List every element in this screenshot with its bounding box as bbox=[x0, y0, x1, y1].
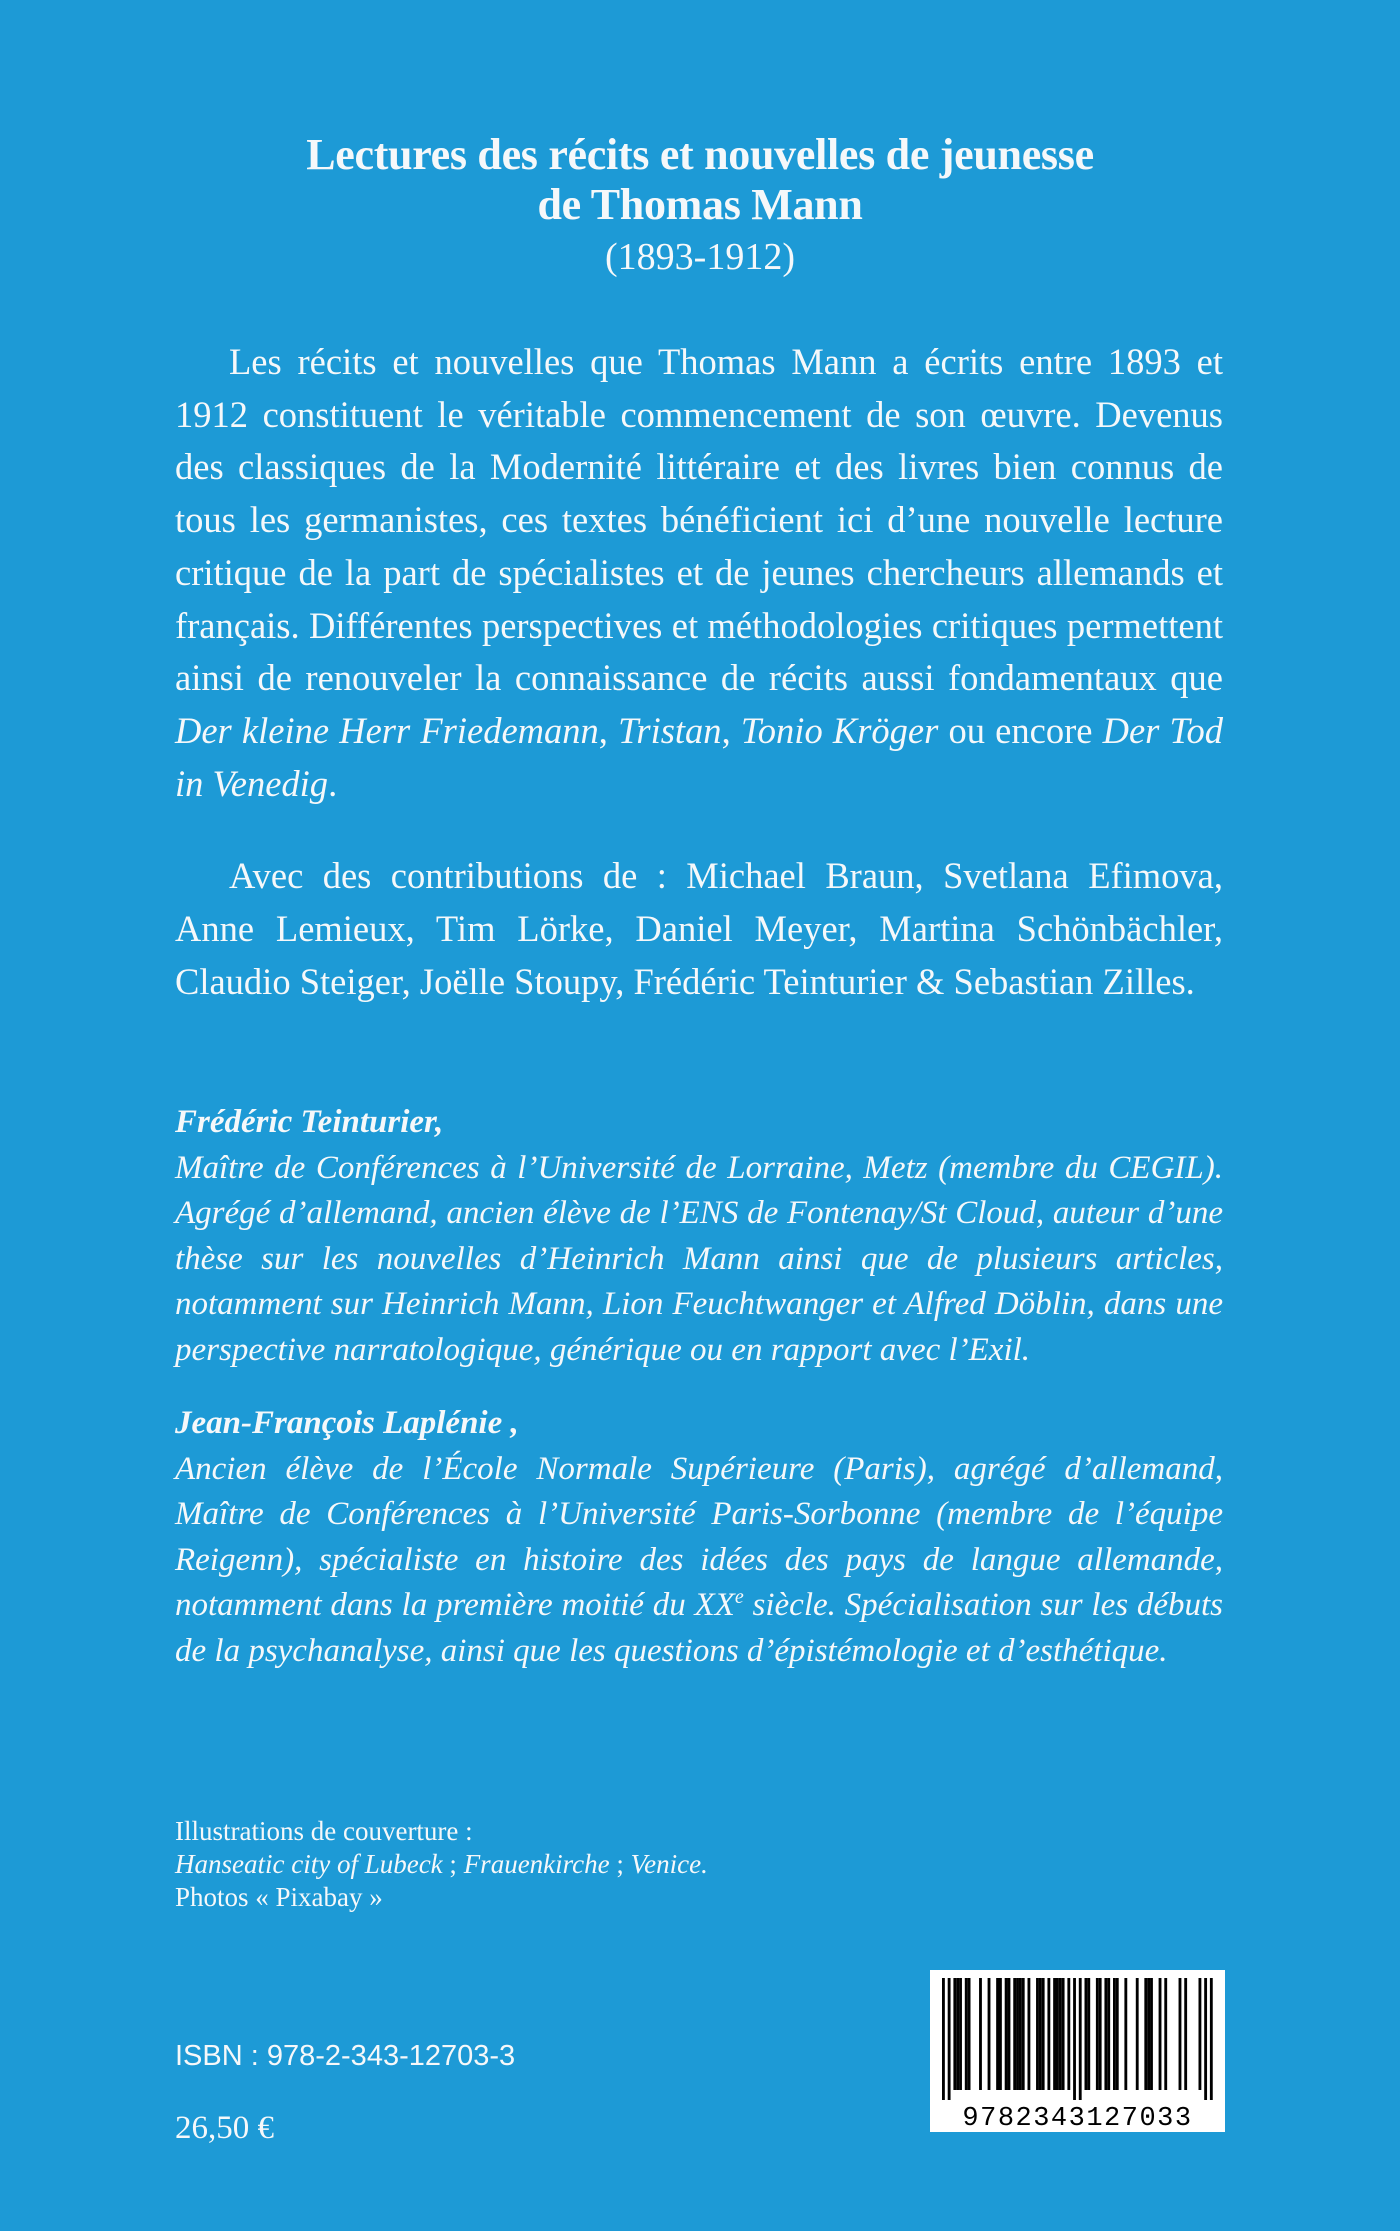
barcode-bar bbox=[942, 1978, 945, 2100]
author-name: Frédéric Teinturier, bbox=[175, 1104, 444, 1140]
barcode-bar bbox=[1096, 1978, 1099, 2090]
barcode-bar bbox=[1204, 1978, 1207, 2100]
barcode-bar bbox=[1022, 1978, 1025, 2090]
barcode-bar bbox=[1184, 1978, 1187, 2090]
barcode-bar bbox=[979, 1978, 982, 2090]
barcode-bar bbox=[956, 1978, 959, 2090]
paragraph-end: . bbox=[328, 762, 338, 804]
credits-items bbox=[175, 1848, 708, 1881]
separator: ; bbox=[609, 1849, 631, 1879]
credit-item: Frauenkirche bbox=[463, 1849, 610, 1879]
credits-heading: Illustrations de couverture : bbox=[175, 1816, 473, 1846]
book-years: (1893-1912) bbox=[605, 236, 795, 278]
barcode-bar bbox=[1087, 1978, 1090, 2090]
cover-credits bbox=[175, 1815, 708, 1914]
barcode-bar bbox=[1008, 1978, 1011, 2090]
barcode-bar bbox=[1013, 1978, 1016, 2090]
separator: ; bbox=[442, 1849, 464, 1879]
barcode-bar bbox=[1116, 1978, 1119, 2090]
author-bios bbox=[175, 1100, 1223, 1674]
connector-text: ou encore bbox=[938, 709, 1103, 751]
barcode-bar bbox=[1005, 1978, 1008, 2090]
author-bio bbox=[175, 1447, 1223, 1675]
barcode-bar bbox=[1107, 1978, 1110, 2090]
barcode-bar bbox=[1047, 1978, 1050, 2090]
barcode-bar bbox=[1085, 1978, 1088, 2090]
barcode-bar bbox=[1210, 1978, 1213, 2100]
barcode-bar bbox=[1028, 1978, 1031, 2090]
barcode-bar bbox=[1136, 1978, 1139, 2090]
isbn: ISBN : 978-2-343-12703-3 bbox=[175, 2040, 516, 2072]
synopsis-paragraph bbox=[175, 336, 1223, 810]
barcode-bar bbox=[1053, 1978, 1056, 2090]
barcode-bar bbox=[1079, 1978, 1082, 2100]
price: 26,50 € bbox=[175, 2110, 274, 2146]
synopsis bbox=[175, 336, 1223, 1008]
barcode-bar bbox=[1124, 1978, 1127, 2090]
barcode-bar bbox=[1179, 1978, 1182, 2090]
work-title: Tonio Kröger bbox=[740, 709, 939, 751]
barcode-bar bbox=[999, 1978, 1002, 2090]
century-superscript: e bbox=[734, 1586, 744, 1608]
barcode-bar bbox=[1042, 1978, 1045, 2090]
barcode-bar bbox=[1159, 1978, 1162, 2090]
separator: , bbox=[721, 709, 741, 751]
barcode-bar bbox=[1059, 1978, 1062, 2090]
barcode-bar bbox=[1056, 1978, 1059, 2090]
barcode-bar bbox=[1164, 1978, 1167, 2090]
book-title-line-2: de Thomas Mann bbox=[537, 180, 863, 229]
barcode-bar bbox=[1019, 1978, 1022, 2090]
barcode-bar bbox=[1062, 1978, 1065, 2090]
work-title: Der Tod in Venedig bbox=[175, 709, 1223, 804]
barcode-bar bbox=[1099, 1978, 1102, 2090]
barcode-bar bbox=[1036, 1978, 1039, 2090]
barcode-bar bbox=[1199, 1978, 1202, 2090]
barcode-bar bbox=[988, 1978, 991, 2090]
book-title-line-1: Lectures des récits et nouvelles de jeunesse bbox=[306, 130, 1094, 179]
credit-item: Venice. bbox=[630, 1849, 708, 1879]
work-title: Der kleine Herr Friedemann bbox=[175, 709, 599, 751]
barcode bbox=[930, 1970, 1225, 2132]
barcode-bar bbox=[1073, 1978, 1076, 2100]
barcode-bar bbox=[996, 1978, 999, 2090]
photo-credit: Photos « Pixabay » bbox=[175, 1882, 383, 1912]
work-title: Tristan bbox=[618, 709, 722, 751]
separator: , bbox=[598, 709, 619, 751]
barcode-bar bbox=[1039, 1978, 1042, 2090]
barcode-bar bbox=[1016, 1978, 1019, 2090]
barcode-bar bbox=[953, 1978, 956, 2090]
barcode-bar bbox=[1113, 1978, 1116, 2090]
barcode-bar bbox=[968, 1978, 971, 2090]
barcode-bar bbox=[959, 1978, 962, 2090]
credit-item: Hanseatic city of Lubeck bbox=[175, 1849, 443, 1879]
barcode-bar bbox=[948, 1978, 951, 2100]
synopsis-text: Les récits et nouvelles que Thomas Mann a écrits entre 1893 et 1912 constituent le véritable commencement de son œuvre. Devenus des classiques de la Modernité littéraire et des livres bien connus de tous les germanistes, ces textes bénéficient ici d’une nouvelle lecture critique de la part de spécialistes et de jeunes chercheurs allemands et français. Différentes perspectives et méthodologies critiques permettent ainsi de renouveler la connaissance de récits aussi fondamentaux que bbox=[175, 341, 1223, 699]
author-bio: Maître de Conférences à l’Université de Lorraine, Metz (membre du CEGIL). Agrégé d’allemand, ancien élève de l’ENS de Fontenay/St Cloud, auteur d’une thèse sur les nouvelles d’Heinrich Mann ainsi que de plusieurs articles, notamment sur Heinrich Mann, Lion Feuchtwanger et Alfred Döblin, dans une perspective narratologique, générique ou en rapport avec l’Exil. bbox=[175, 1149, 1223, 1368]
barcode-bar bbox=[1067, 1978, 1070, 2090]
barcode-bar bbox=[965, 1978, 968, 2090]
barcode-bar bbox=[1147, 1978, 1150, 2090]
barcode-digits: 9782343127033 bbox=[962, 2104, 1193, 2132]
barcode-bar bbox=[1144, 1978, 1147, 2090]
bio-text: Ancien élève de l’École Normale Supérieure (Paris), agrégé d’allemand, Maître de Conférences à l’Université Paris-Sorbonne (membre de l’équipe Reigenn), spécialiste en histoire des idées des pays de langue allemande, notamment dans la première moitié du XX bbox=[175, 1450, 1223, 1623]
bio-text: siècle. Spécialisation sur les débuts de la psychanalyse, ainsi que les questions d’épistémologie et d’esthétique. bbox=[175, 1587, 1223, 1669]
contributors-paragraph: Avec des contributions de : Michael Braun, Svetlana Efimova, Anne Lemieux, Tim Lörke, Daniel Meyer, Martina Schönbächler, Claudio Steiger, Joëlle Stoupy, Frédéric Teinturier & Sebastian Zilles. bbox=[175, 855, 1223, 1002]
barcode-bar bbox=[1104, 1978, 1107, 2090]
barcode-bar bbox=[1150, 1978, 1153, 2090]
barcode-graphic bbox=[930, 1970, 1225, 2132]
title-block bbox=[0, 130, 1400, 280]
author-name: Jean-François Laplénie , bbox=[175, 1405, 519, 1441]
